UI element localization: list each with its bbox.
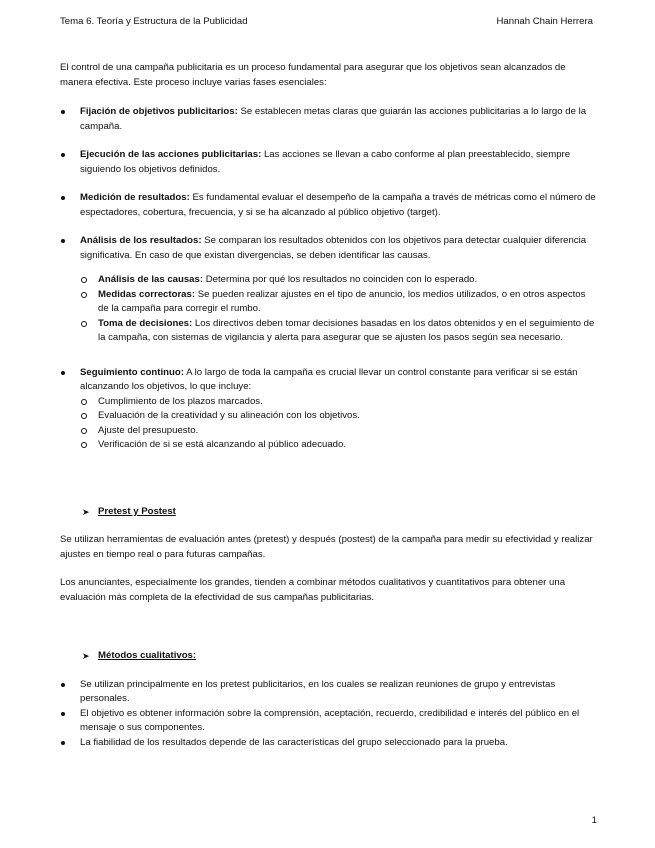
circle-bullet-icon <box>81 442 87 448</box>
bullet-icon <box>61 153 65 157</box>
page-number: 1 <box>591 815 597 826</box>
list-item: Se utilizan principalmente en los pretest publicitarios, en los cuales se realizan reuniones de grupo y entrevistas personales. <box>60 678 598 707</box>
pretest-paragraph: Los anunciantes, especialmente los grandes, tienden a combinar métodos cualitativos y cuantitativos para obtener una evaluación más completa de la efectividad de sus campañas publicitarias. <box>60 577 566 603</box>
arrow-bullet-icon: ➤ <box>82 506 90 517</box>
phase-item: Ejecución de las acciones publicitarias: Las acciones se llevan a cabo conforme al plan preestablecido, siempre siguiendo los objetivos definidos. <box>60 148 598 177</box>
list-item: El objetivo es obtener información sobre la comprensión, aceptación, recuerdo, credibilidad e interés del público en el mensaje o sus componentes. <box>60 707 598 736</box>
bullet-icon <box>61 683 65 687</box>
sub-item: Verificación de si se está alcanzando al público adecuado. <box>80 438 598 453</box>
sub-item: Toma de decisiones: Los directivos deben tomar decisiones basadas en los datos obtenidos y en el seguimiento de la campaña, con sistemas de vigilancia y alerta para asegurar que se ajusten los pasos según sea necesario. <box>80 317 598 346</box>
header-left: Tema 6. Teoría y Estructura de la Publicidad <box>60 16 248 27</box>
circle-bullet-icon <box>81 292 87 298</box>
circle-bullet-icon <box>81 428 87 434</box>
bullet-icon <box>61 741 65 745</box>
pretest-paragraph: Se utilizan herramientas de evaluación antes (pretest) y después (postest) de la campaña para medir su efectividad y realizar ajustes en tiempo real o para futuras campañas. <box>60 534 593 560</box>
sub-item: Medidas correctoras: Se pueden realizar ajustes en el tipo de anuncio, los medios utilizados, o en otros aspectos de la campaña para corregir el rumbo. <box>80 288 598 317</box>
document-body <box>60 61 598 750</box>
sub-item: Cumplimiento de los plazos marcados. <box>80 395 598 410</box>
phase-item: Seguimiento continuo: A lo largo de toda la campaña es crucial llevar un control constante para verificar si se están alcanzando los objetivos, lo que incluye: Cumplimiento de los plazos marcados. Evaluación de la creatividad y su alineación con los objetivos. Ajuste del presupuesto. Verificación de si se está alcanzando al público adecuado. <box>60 366 598 453</box>
phase-item: Fijación de objetivos publicitarios: Se establecen metas claras que guiarán las acciones publicitarias a lo largo de la campaña. <box>60 105 598 134</box>
sub-item: Ajuste del presupuesto. <box>80 424 598 439</box>
circle-bullet-icon <box>81 413 87 419</box>
sub-item: Análisis de las causas: Determina por qué los resultados no coinciden con lo esperado. <box>80 273 598 288</box>
bullet-icon <box>61 712 65 716</box>
intro-paragraph: El control de una campaña publicitaria es un proceso fundamental para asegurar que los objetivos sean alcanzados de manera efectiva. Este proceso incluye varias fases esenciales: <box>60 62 566 88</box>
phase-item: Medición de resultados: Es fundamental evaluar el desempeño de la campaña a través de métricas como el número de espectadores, cobertura, frecuencia, y si se ha alcanzado al público objetivo (target). <box>60 191 598 220</box>
circle-bullet-icon <box>81 277 87 283</box>
sub-item: Evaluación de la creatividad y su alineación con los objetivos. <box>80 409 598 424</box>
followup-sublist <box>80 395 598 453</box>
bullet-icon <box>61 110 65 114</box>
bullet-icon <box>61 371 65 375</box>
section-heading-pretest: ➤ Pretest y Postest <box>60 505 598 520</box>
phase-item: Análisis de los resultados: Se comparan los resultados obtenidos con los objetivos para detectar cualquier diferencia significativa. En caso de que existan divergencias, se deben identificar las causas. Análisis de las causas: Determina por qué los resultados no coinciden con lo esperado. Medidas correctoras: Se pueden realizar ajustes en el tipo de anuncio, los medios utilizados, o en otros aspectos de la campaña para corregir el rumbo. Toma de decisiones: Los directivos deben tomar decisiones basadas en los datos obtenidos y en el seguimiento de la campaña, con sistemas de vigilancia y alerta para asegurar que se ajusten los pasos según sea necesario. <box>60 234 598 346</box>
circle-bullet-icon <box>81 321 87 327</box>
header-right: Hannah Chain Herrera <box>496 16 593 27</box>
circle-bullet-icon <box>81 399 87 405</box>
list-item: La fiabilidad de los resultados depende de las características del grupo seleccionado para la prueba. <box>60 736 598 751</box>
bullet-icon <box>61 239 65 243</box>
bullet-icon <box>61 196 65 200</box>
qualitative-list <box>60 678 598 751</box>
section-heading-qualitative: ➤ Métodos cualitativos: <box>60 649 598 664</box>
analysis-sublist <box>80 273 598 346</box>
arrow-bullet-icon: ➤ <box>82 651 90 661</box>
